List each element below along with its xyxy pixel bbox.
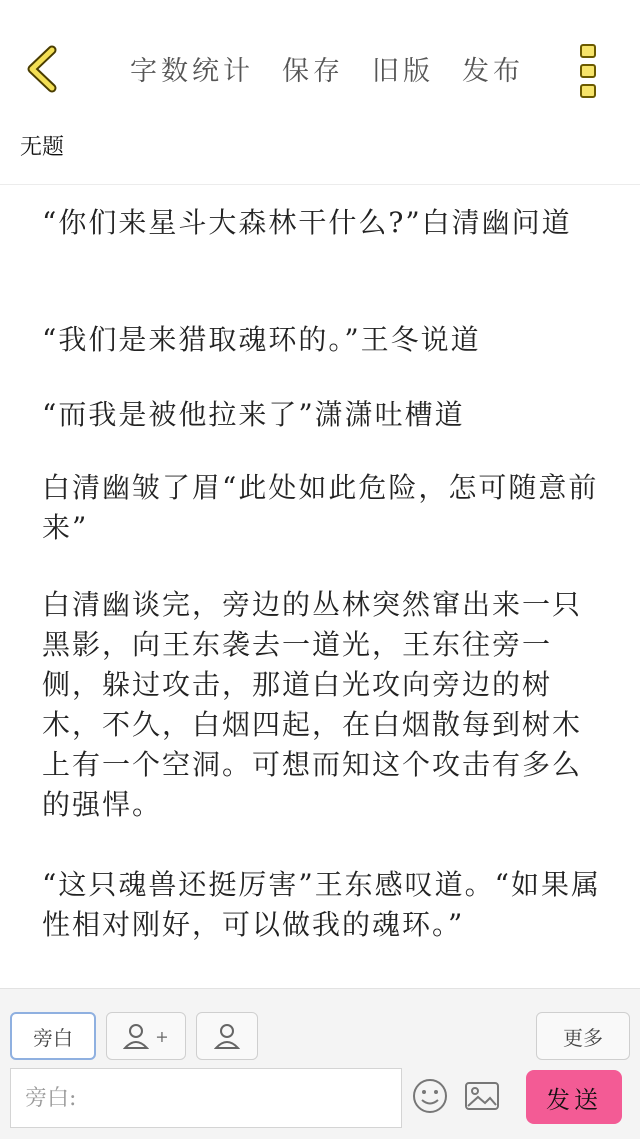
plus-label: + <box>155 1026 169 1046</box>
add-character-button[interactable] <box>106 1012 186 1060</box>
save-button[interactable]: 保存 <box>282 55 344 87</box>
paragraph: “这只魂兽还挺厉害”王东感叹道。“如果属性相对刚好，可以做我的魂环。” <box>42 868 601 941</box>
image-icon <box>462 1076 502 1116</box>
chevron-left-icon <box>22 44 62 94</box>
paragraph: 白清幽谈完，旁边的丛林突然窜出来一只黑影，向王东袭去一道光，王东往旁一侧，躲过攻击，那道白光攻向旁边的树木，不久，白烟四起，在白烟散每到树木上有一个空洞。可想而知这个攻击有多么的强悍。 <box>42 588 583 821</box>
image-button[interactable] <box>462 1076 502 1116</box>
paragraph: “我们是来猎取魂环的。”王冬说道 <box>42 323 481 356</box>
paragraph: “你们来星斗大森林干什么?”白清幽问道 <box>42 206 572 239</box>
emoji-button[interactable] <box>410 1076 450 1116</box>
paragraph: 白清幽皱了眉“此处如此危险，怎可随意前来” <box>42 471 599 544</box>
publish-button[interactable]: 发布 <box>462 55 524 87</box>
document-title[interactable]: 无题 <box>20 135 65 160</box>
message-input-wrap <box>10 1068 402 1128</box>
message-input[interactable] <box>11 1069 401 1127</box>
person-icon <box>214 1022 240 1050</box>
character-button[interactable] <box>196 1012 258 1060</box>
smiley-icon <box>410 1076 450 1116</box>
back-button[interactable] <box>22 44 62 94</box>
narrator-tab[interactable]: 旁白 <box>10 1012 96 1060</box>
send-button[interactable]: 发送 <box>526 1070 622 1124</box>
more-button[interactable]: 更多 <box>536 1012 630 1060</box>
more-menu-button[interactable] <box>580 44 600 94</box>
document-body[interactable] <box>0 185 640 988</box>
word-count-button[interactable]: 字数统计 <box>130 55 254 87</box>
more-vertical-icon <box>580 44 600 98</box>
top-bar <box>0 0 640 160</box>
person-icon <box>123 1022 149 1050</box>
top-menu <box>130 48 552 88</box>
paragraph: “而我是被他拉来了”潇潇吐槽道 <box>42 398 465 431</box>
old-version-button[interactable]: 旧版 <box>372 55 434 87</box>
